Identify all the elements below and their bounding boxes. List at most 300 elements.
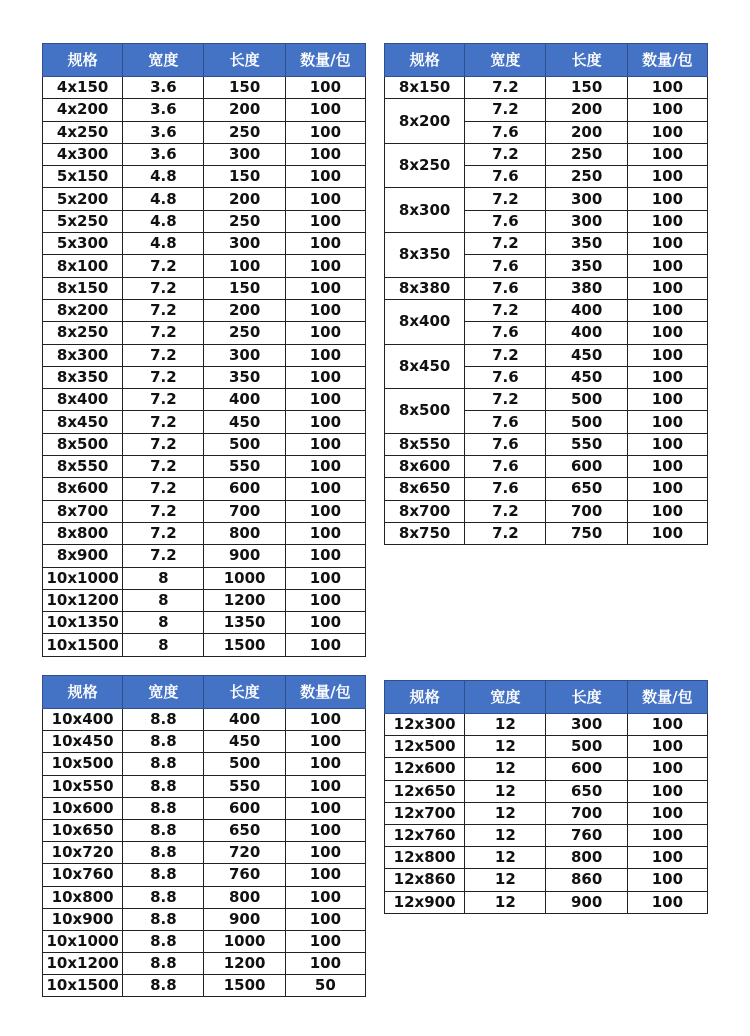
table-row bbox=[385, 344, 708, 366]
header-length: 长度 bbox=[546, 44, 627, 77]
table-row bbox=[43, 210, 366, 232]
cell-spec: 12x700 bbox=[385, 802, 465, 824]
cell-length: 1350 bbox=[204, 612, 285, 634]
table-row bbox=[385, 433, 708, 455]
table-row bbox=[43, 344, 366, 366]
cell-spec: 10x800 bbox=[43, 886, 123, 908]
cell-quantity: 100 bbox=[627, 522, 707, 544]
cell-quantity: 100 bbox=[627, 99, 707, 121]
cell-spec: 8x600 bbox=[43, 478, 123, 500]
cell-width: 8.8 bbox=[123, 797, 204, 819]
cell-length: 1200 bbox=[204, 589, 285, 611]
cell-length: 300 bbox=[546, 188, 627, 210]
cell-spec: 10x650 bbox=[43, 819, 123, 841]
cell-length: 700 bbox=[204, 500, 285, 522]
cell-quantity: 100 bbox=[285, 886, 365, 908]
cell-width: 7.2 bbox=[465, 143, 546, 165]
cell-length: 1500 bbox=[204, 634, 285, 656]
cell-width: 7.6 bbox=[465, 322, 546, 344]
cell-length: 200 bbox=[546, 99, 627, 121]
cell-length: 450 bbox=[546, 366, 627, 388]
cell-quantity: 100 bbox=[627, 188, 707, 210]
cell-spec: 8x550 bbox=[43, 456, 123, 478]
cell-width: 12 bbox=[465, 847, 546, 869]
cell-spec: 10x600 bbox=[43, 797, 123, 819]
table-row bbox=[385, 389, 708, 411]
cell-spec: 10x1500 bbox=[43, 634, 123, 656]
cell-quantity: 100 bbox=[285, 545, 365, 567]
cell-width: 4.8 bbox=[123, 233, 204, 255]
cell-width: 7.6 bbox=[465, 411, 546, 433]
cell-spec: 8x550 bbox=[385, 433, 465, 455]
cell-quantity: 100 bbox=[285, 277, 365, 299]
cell-spec: 5x150 bbox=[43, 166, 123, 188]
cell-width: 7.2 bbox=[123, 389, 204, 411]
header-width: 宽度 bbox=[465, 681, 546, 714]
header-length: 长度 bbox=[204, 676, 285, 709]
cell-quantity: 100 bbox=[285, 322, 365, 344]
cell-spec: 10x720 bbox=[43, 842, 123, 864]
cell-quantity: 100 bbox=[285, 612, 365, 634]
cell-width: 7.2 bbox=[123, 545, 204, 567]
cell-quantity: 100 bbox=[285, 411, 365, 433]
cell-width: 7.2 bbox=[465, 500, 546, 522]
cell-length: 720 bbox=[204, 842, 285, 864]
table-row bbox=[43, 121, 366, 143]
table-row bbox=[43, 753, 366, 775]
cell-length: 600 bbox=[546, 758, 627, 780]
cell-length: 300 bbox=[546, 714, 627, 736]
cell-length: 900 bbox=[546, 891, 627, 913]
cell-length: 150 bbox=[204, 277, 285, 299]
cell-spec: 8x300 bbox=[43, 344, 123, 366]
cell-width: 7.6 bbox=[465, 277, 546, 299]
cell-quantity: 100 bbox=[285, 233, 365, 255]
cell-width: 8.8 bbox=[123, 864, 204, 886]
cell-width: 12 bbox=[465, 736, 546, 758]
cell-quantity: 100 bbox=[627, 714, 707, 736]
table-row bbox=[43, 299, 366, 321]
cell-width: 7.6 bbox=[465, 366, 546, 388]
cell-length: 760 bbox=[204, 864, 285, 886]
cell-length: 450 bbox=[546, 344, 627, 366]
cell-quantity: 100 bbox=[627, 824, 707, 846]
cell-spec: 8x200 bbox=[43, 299, 123, 321]
cell-quantity: 100 bbox=[285, 908, 365, 930]
cell-quantity: 100 bbox=[627, 143, 707, 165]
header-width: 宽度 bbox=[123, 44, 204, 77]
cell-spec: 8x250 bbox=[385, 143, 465, 188]
cell-quantity: 100 bbox=[285, 456, 365, 478]
table-row bbox=[43, 366, 366, 388]
cell-width: 8 bbox=[123, 567, 204, 589]
cell-width: 8.8 bbox=[123, 842, 204, 864]
cell-width: 12 bbox=[465, 869, 546, 891]
cell-quantity: 100 bbox=[285, 389, 365, 411]
cell-spec: 10x900 bbox=[43, 908, 123, 930]
table-row bbox=[43, 322, 366, 344]
header-quantity: 数量/包 bbox=[285, 44, 365, 77]
spec-table-4 bbox=[384, 680, 708, 914]
cell-quantity: 100 bbox=[285, 166, 365, 188]
cell-width: 7.2 bbox=[465, 188, 546, 210]
table-row bbox=[385, 802, 708, 824]
table-row bbox=[43, 589, 366, 611]
cell-spec: 12x760 bbox=[385, 824, 465, 846]
cell-quantity: 100 bbox=[285, 731, 365, 753]
cell-length: 550 bbox=[204, 775, 285, 797]
cell-width: 7.2 bbox=[123, 322, 204, 344]
cell-width: 8 bbox=[123, 612, 204, 634]
cell-spec: 10x500 bbox=[43, 753, 123, 775]
table-row bbox=[385, 736, 708, 758]
cell-length: 800 bbox=[204, 886, 285, 908]
cell-spec: 12x860 bbox=[385, 869, 465, 891]
cell-quantity: 100 bbox=[285, 478, 365, 500]
table-row bbox=[43, 77, 366, 99]
cell-quantity: 100 bbox=[627, 478, 707, 500]
cell-spec: 8x500 bbox=[43, 433, 123, 455]
cell-width: 8.8 bbox=[123, 930, 204, 952]
cell-width: 7.2 bbox=[465, 522, 546, 544]
cell-quantity: 100 bbox=[627, 780, 707, 802]
cell-length: 860 bbox=[546, 869, 627, 891]
cell-width: 12 bbox=[465, 891, 546, 913]
cell-width: 7.2 bbox=[123, 500, 204, 522]
table-row bbox=[43, 99, 366, 121]
cell-width: 7.2 bbox=[465, 344, 546, 366]
table-row bbox=[43, 842, 366, 864]
cell-width: 12 bbox=[465, 758, 546, 780]
table-row bbox=[43, 522, 366, 544]
cell-spec: 5x200 bbox=[43, 188, 123, 210]
table-row bbox=[385, 758, 708, 780]
cell-quantity: 100 bbox=[627, 77, 707, 99]
cell-spec: 12x900 bbox=[385, 891, 465, 913]
cell-width: 7.2 bbox=[123, 299, 204, 321]
table-row bbox=[385, 780, 708, 802]
cell-width: 7.2 bbox=[465, 299, 546, 321]
table-row bbox=[43, 500, 366, 522]
cell-width: 7.2 bbox=[123, 411, 204, 433]
cell-quantity: 100 bbox=[627, 389, 707, 411]
cell-quantity: 100 bbox=[627, 344, 707, 366]
cell-width: 3.6 bbox=[123, 99, 204, 121]
cell-width: 12 bbox=[465, 780, 546, 802]
table-row bbox=[43, 233, 366, 255]
cell-spec: 10x1500 bbox=[43, 975, 123, 997]
cell-length: 200 bbox=[204, 99, 285, 121]
cell-length: 150 bbox=[204, 166, 285, 188]
cell-quantity: 100 bbox=[285, 344, 365, 366]
table-row bbox=[43, 545, 366, 567]
table-row bbox=[43, 953, 366, 975]
cell-width: 3.6 bbox=[123, 77, 204, 99]
cell-spec: 8x350 bbox=[43, 366, 123, 388]
cell-width: 12 bbox=[465, 802, 546, 824]
table-row bbox=[43, 411, 366, 433]
cell-length: 350 bbox=[546, 233, 627, 255]
cell-quantity: 100 bbox=[285, 433, 365, 455]
cell-spec: 8x150 bbox=[43, 277, 123, 299]
cell-length: 400 bbox=[546, 322, 627, 344]
cell-length: 300 bbox=[204, 233, 285, 255]
cell-length: 450 bbox=[204, 731, 285, 753]
cell-width: 8.8 bbox=[123, 886, 204, 908]
cell-quantity: 100 bbox=[285, 299, 365, 321]
cell-width: 7.6 bbox=[465, 210, 546, 232]
cell-spec: 12x500 bbox=[385, 736, 465, 758]
cell-width: 7.2 bbox=[465, 77, 546, 99]
cell-spec: 8x200 bbox=[385, 99, 465, 144]
header-width: 宽度 bbox=[465, 44, 546, 77]
cell-quantity: 100 bbox=[285, 567, 365, 589]
header-quantity: 数量/包 bbox=[627, 44, 707, 77]
table-row bbox=[43, 886, 366, 908]
header-spec: 规格 bbox=[385, 44, 465, 77]
cell-quantity: 100 bbox=[627, 366, 707, 388]
cell-quantity: 100 bbox=[285, 753, 365, 775]
cell-spec: 8x900 bbox=[43, 545, 123, 567]
table-row bbox=[43, 478, 366, 500]
cell-quantity: 100 bbox=[627, 802, 707, 824]
cell-spec: 10x1200 bbox=[43, 953, 123, 975]
cell-length: 300 bbox=[204, 344, 285, 366]
cell-length: 350 bbox=[204, 366, 285, 388]
cell-width: 7.2 bbox=[465, 389, 546, 411]
cell-quantity: 100 bbox=[285, 99, 365, 121]
cell-quantity: 100 bbox=[285, 797, 365, 819]
cell-spec: 8x400 bbox=[43, 389, 123, 411]
table-row bbox=[43, 819, 366, 841]
spec-table-1 bbox=[42, 43, 366, 657]
table-header-row bbox=[385, 681, 708, 714]
cell-length: 500 bbox=[546, 411, 627, 433]
cell-width: 8.8 bbox=[123, 775, 204, 797]
header-quantity: 数量/包 bbox=[285, 676, 365, 709]
cell-width: 4.8 bbox=[123, 166, 204, 188]
cell-spec: 10x1200 bbox=[43, 589, 123, 611]
cell-spec: 4x250 bbox=[43, 121, 123, 143]
cell-length: 500 bbox=[546, 389, 627, 411]
table-row bbox=[385, 869, 708, 891]
table-row bbox=[385, 714, 708, 736]
table-row bbox=[43, 188, 366, 210]
cell-quantity: 100 bbox=[627, 322, 707, 344]
table-row bbox=[385, 500, 708, 522]
table-row bbox=[43, 433, 366, 455]
cell-width: 3.6 bbox=[123, 121, 204, 143]
cell-width: 7.2 bbox=[123, 366, 204, 388]
cell-length: 250 bbox=[204, 210, 285, 232]
cell-length: 350 bbox=[546, 255, 627, 277]
cell-quantity: 100 bbox=[285, 819, 365, 841]
cell-spec: 5x250 bbox=[43, 210, 123, 232]
header-spec: 规格 bbox=[43, 676, 123, 709]
cell-length: 300 bbox=[546, 210, 627, 232]
cell-spec: 4x300 bbox=[43, 143, 123, 165]
cell-quantity: 100 bbox=[627, 891, 707, 913]
cell-width: 7.2 bbox=[465, 233, 546, 255]
cell-spec: 10x1000 bbox=[43, 930, 123, 952]
header-length: 长度 bbox=[204, 44, 285, 77]
cell-length: 900 bbox=[204, 545, 285, 567]
cell-quantity: 100 bbox=[627, 500, 707, 522]
cell-quantity: 100 bbox=[285, 953, 365, 975]
header-width: 宽度 bbox=[123, 676, 204, 709]
cell-length: 700 bbox=[546, 500, 627, 522]
cell-length: 150 bbox=[204, 77, 285, 99]
table-row bbox=[385, 891, 708, 913]
cell-quantity: 100 bbox=[285, 775, 365, 797]
table-row bbox=[385, 143, 708, 165]
cell-quantity: 100 bbox=[285, 589, 365, 611]
cell-length: 900 bbox=[204, 908, 285, 930]
cell-quantity: 100 bbox=[627, 233, 707, 255]
cell-width: 8.8 bbox=[123, 953, 204, 975]
cell-quantity: 100 bbox=[627, 758, 707, 780]
header-spec: 规格 bbox=[43, 44, 123, 77]
cell-length: 400 bbox=[546, 299, 627, 321]
cell-length: 100 bbox=[204, 255, 285, 277]
cell-spec: 8x300 bbox=[385, 188, 465, 233]
cell-quantity: 100 bbox=[627, 847, 707, 869]
cell-width: 12 bbox=[465, 714, 546, 736]
cell-width: 7.2 bbox=[123, 478, 204, 500]
table-row bbox=[385, 522, 708, 544]
cell-spec: 12x600 bbox=[385, 758, 465, 780]
cell-length: 750 bbox=[546, 522, 627, 544]
table-row bbox=[43, 930, 366, 952]
cell-spec: 8x750 bbox=[385, 522, 465, 544]
table-row bbox=[43, 797, 366, 819]
cell-width: 8.8 bbox=[123, 975, 204, 997]
table-row bbox=[385, 824, 708, 846]
cell-spec: 8x600 bbox=[385, 456, 465, 478]
cell-width: 7.2 bbox=[123, 456, 204, 478]
cell-width: 4.8 bbox=[123, 210, 204, 232]
table-header-row bbox=[385, 44, 708, 77]
table-row bbox=[43, 975, 366, 997]
cell-spec: 8x100 bbox=[43, 255, 123, 277]
cell-width: 8.8 bbox=[123, 819, 204, 841]
cell-quantity: 100 bbox=[285, 77, 365, 99]
cell-length: 200 bbox=[204, 299, 285, 321]
cell-length: 650 bbox=[546, 478, 627, 500]
cell-quantity: 100 bbox=[627, 736, 707, 758]
table-row bbox=[385, 277, 708, 299]
cell-quantity: 100 bbox=[285, 709, 365, 731]
cell-width: 7.6 bbox=[465, 121, 546, 143]
cell-spec: 12x650 bbox=[385, 780, 465, 802]
table-row bbox=[385, 478, 708, 500]
cell-width: 4.8 bbox=[123, 188, 204, 210]
cell-quantity: 100 bbox=[627, 433, 707, 455]
cell-length: 450 bbox=[204, 411, 285, 433]
cell-spec: 8x700 bbox=[43, 500, 123, 522]
cell-length: 650 bbox=[204, 819, 285, 841]
cell-length: 650 bbox=[546, 780, 627, 802]
cell-spec: 10x1350 bbox=[43, 612, 123, 634]
cell-quantity: 100 bbox=[285, 255, 365, 277]
cell-width: 8 bbox=[123, 589, 204, 611]
cell-width: 7.6 bbox=[465, 166, 546, 188]
cell-length: 1000 bbox=[204, 567, 285, 589]
cell-length: 1200 bbox=[204, 953, 285, 975]
table-row bbox=[43, 567, 366, 589]
table-row bbox=[385, 299, 708, 321]
cell-spec: 8x250 bbox=[43, 322, 123, 344]
cell-length: 250 bbox=[546, 166, 627, 188]
cell-length: 250 bbox=[204, 322, 285, 344]
cell-length: 200 bbox=[204, 188, 285, 210]
cell-spec: 8x150 bbox=[385, 77, 465, 99]
header-spec: 规格 bbox=[385, 681, 465, 714]
table-row bbox=[385, 233, 708, 255]
cell-spec: 10x400 bbox=[43, 709, 123, 731]
cell-length: 550 bbox=[204, 456, 285, 478]
cell-width: 7.6 bbox=[465, 456, 546, 478]
cell-quantity: 100 bbox=[627, 166, 707, 188]
cell-quantity: 100 bbox=[285, 522, 365, 544]
cell-length: 300 bbox=[204, 143, 285, 165]
cell-spec: 5x300 bbox=[43, 233, 123, 255]
table-row bbox=[385, 456, 708, 478]
table-row bbox=[43, 634, 366, 656]
cell-quantity: 100 bbox=[627, 456, 707, 478]
cell-spec: 8x800 bbox=[43, 522, 123, 544]
table-row bbox=[385, 188, 708, 210]
table-row bbox=[385, 847, 708, 869]
cell-length: 600 bbox=[204, 478, 285, 500]
cell-length: 500 bbox=[546, 736, 627, 758]
cell-width: 8.8 bbox=[123, 753, 204, 775]
cell-quantity: 100 bbox=[285, 930, 365, 952]
cell-quantity: 100 bbox=[285, 864, 365, 886]
cell-width: 7.2 bbox=[123, 344, 204, 366]
cell-length: 250 bbox=[546, 143, 627, 165]
cell-width: 7.2 bbox=[123, 255, 204, 277]
cell-quantity: 100 bbox=[285, 143, 365, 165]
cell-length: 600 bbox=[546, 456, 627, 478]
cell-quantity: 100 bbox=[285, 634, 365, 656]
cell-spec: 10x760 bbox=[43, 864, 123, 886]
cell-quantity: 100 bbox=[285, 121, 365, 143]
cell-length: 400 bbox=[204, 709, 285, 731]
cell-width: 3.6 bbox=[123, 143, 204, 165]
cell-length: 1500 bbox=[204, 975, 285, 997]
cell-quantity: 100 bbox=[627, 299, 707, 321]
cell-quantity: 100 bbox=[285, 188, 365, 210]
cell-spec: 8x400 bbox=[385, 299, 465, 344]
table-row bbox=[43, 775, 366, 797]
cell-quantity: 100 bbox=[627, 277, 707, 299]
cell-length: 800 bbox=[546, 847, 627, 869]
table-row bbox=[385, 77, 708, 99]
table-header-row bbox=[43, 676, 366, 709]
table-row bbox=[385, 99, 708, 121]
cell-quantity: 100 bbox=[627, 411, 707, 433]
cell-length: 250 bbox=[204, 121, 285, 143]
table-header-row bbox=[43, 44, 366, 77]
cell-spec: 4x150 bbox=[43, 77, 123, 99]
cell-width: 8.8 bbox=[123, 908, 204, 930]
cell-length: 500 bbox=[204, 433, 285, 455]
cell-length: 400 bbox=[204, 389, 285, 411]
cell-width: 7.2 bbox=[123, 522, 204, 544]
cell-width: 7.6 bbox=[465, 255, 546, 277]
header-quantity: 数量/包 bbox=[627, 681, 707, 714]
